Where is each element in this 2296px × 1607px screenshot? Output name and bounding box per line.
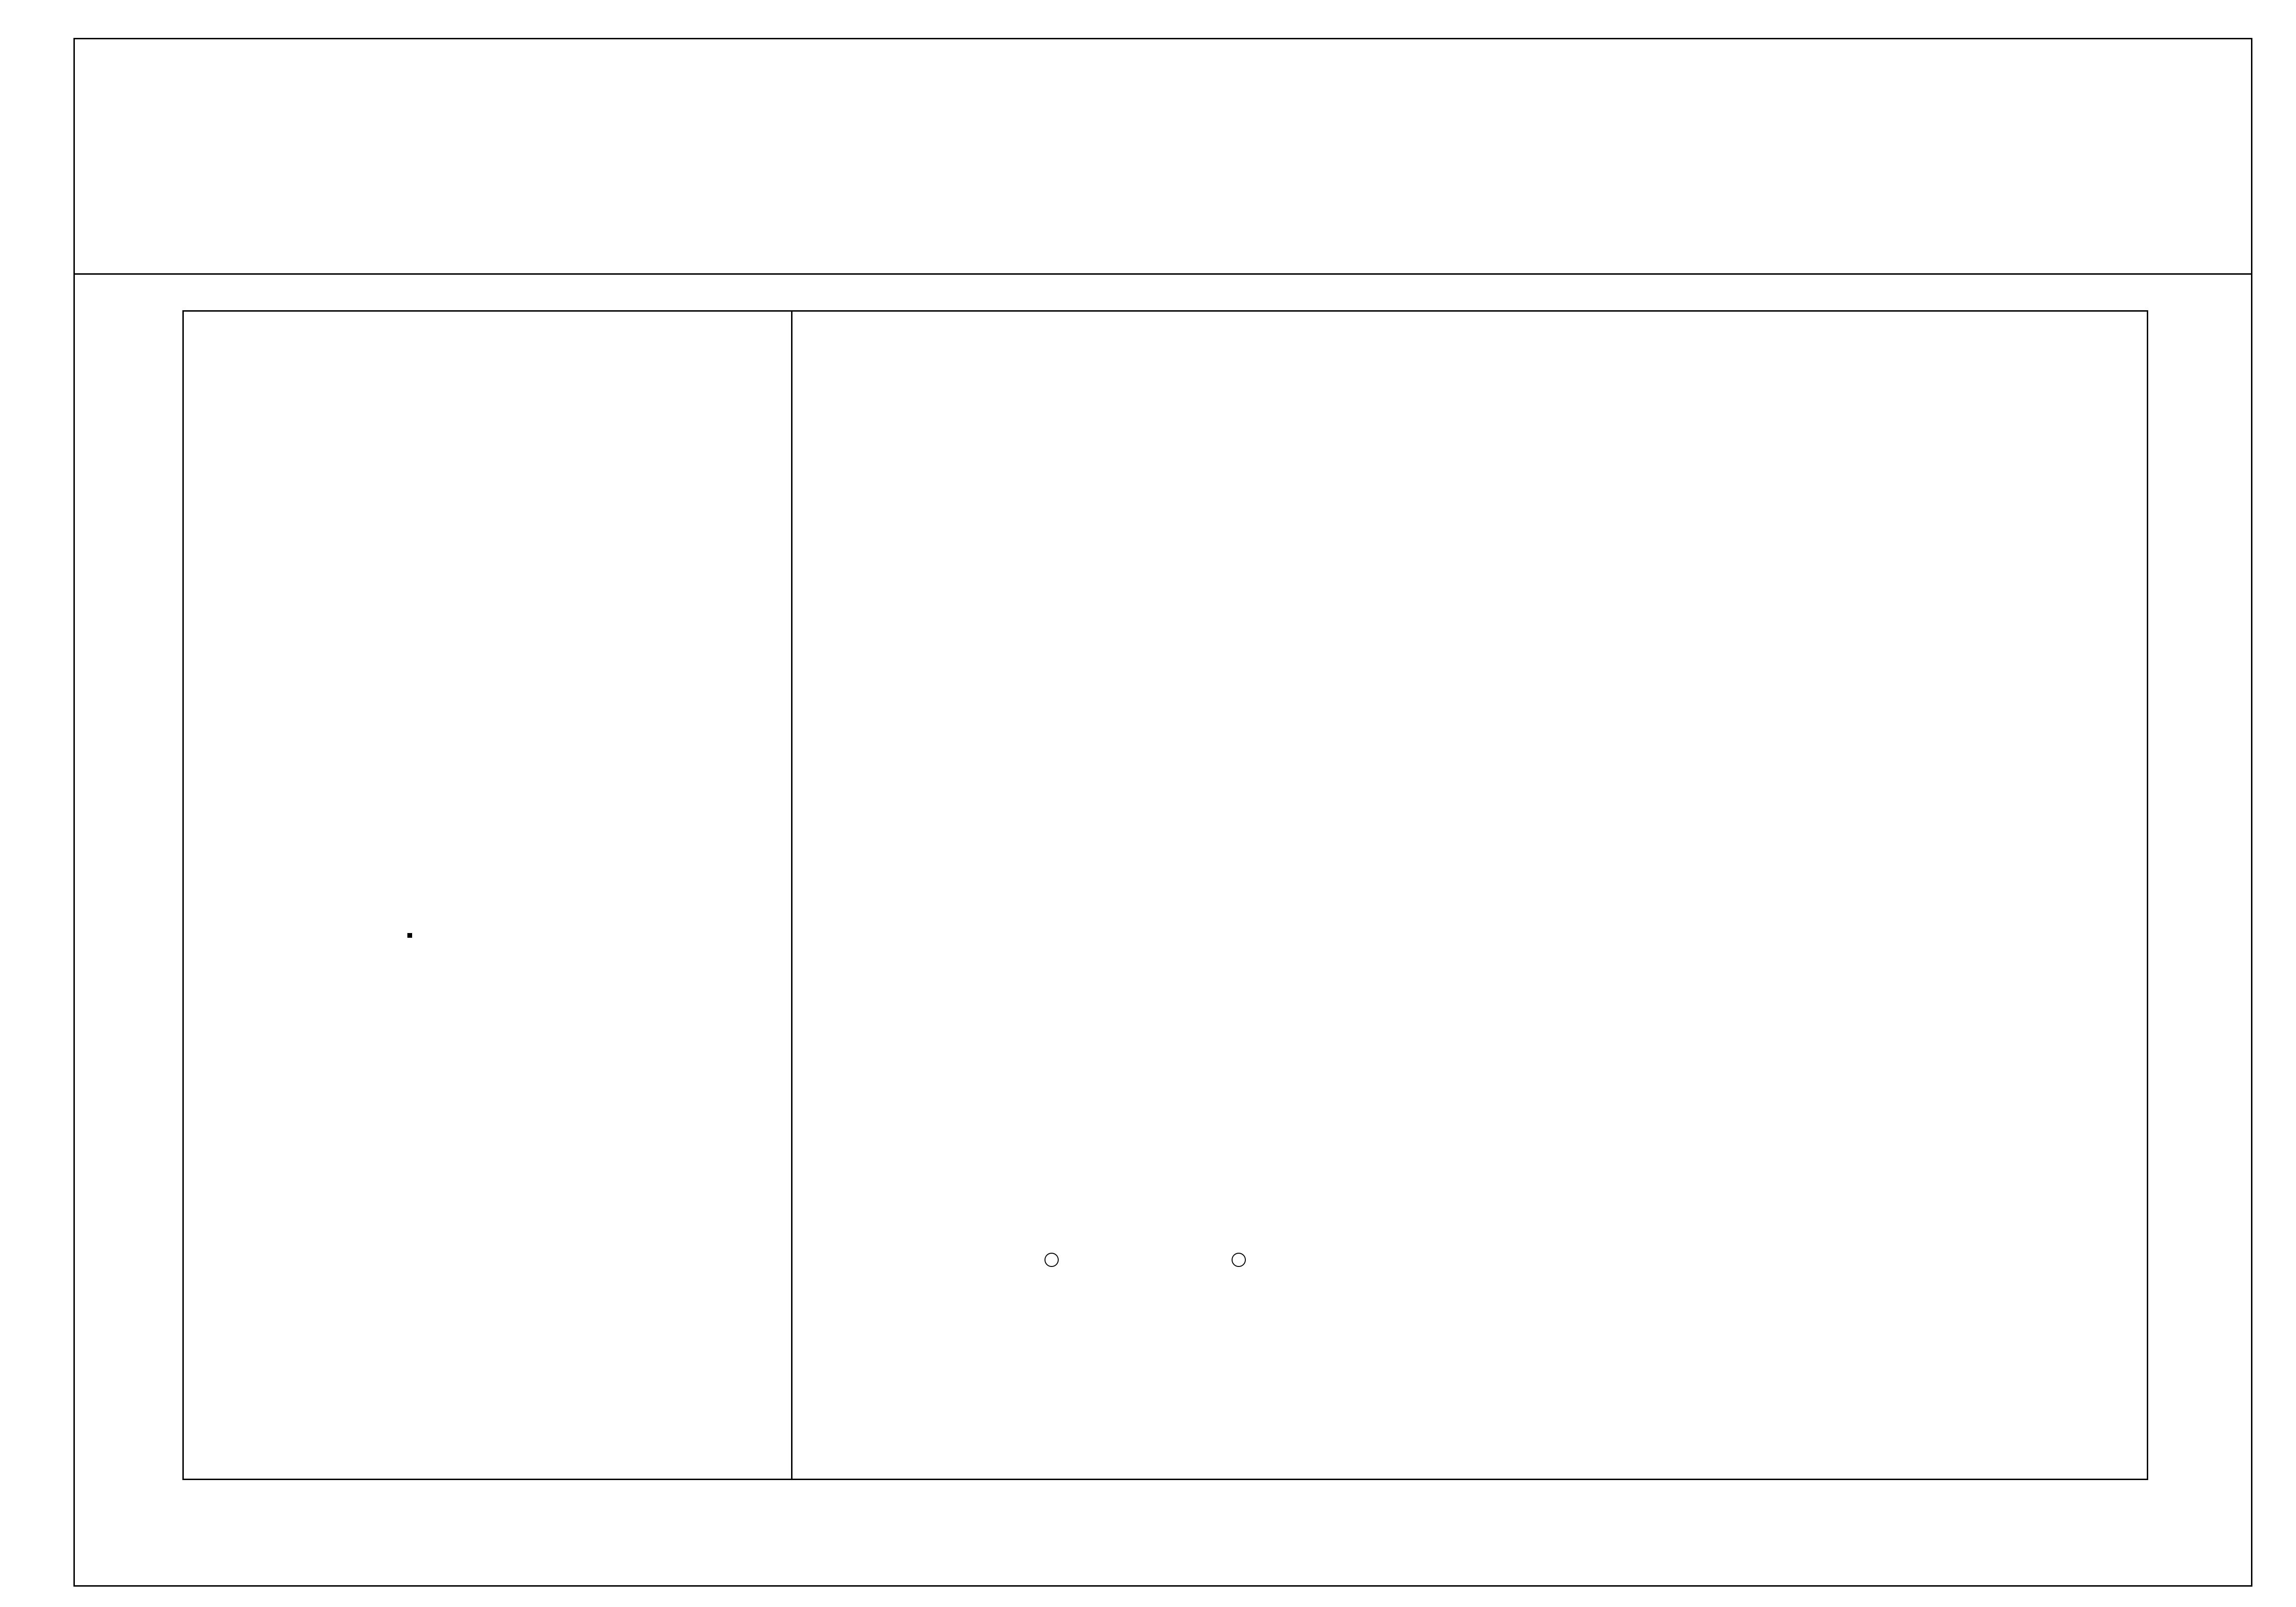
title-band: [73, 38, 2252, 275]
project-info: [251, 350, 786, 357]
section-drawing: [1544, 521, 2132, 1302]
panel-divider: [791, 310, 792, 1480]
elevation-drawing: [843, 545, 1516, 1284]
